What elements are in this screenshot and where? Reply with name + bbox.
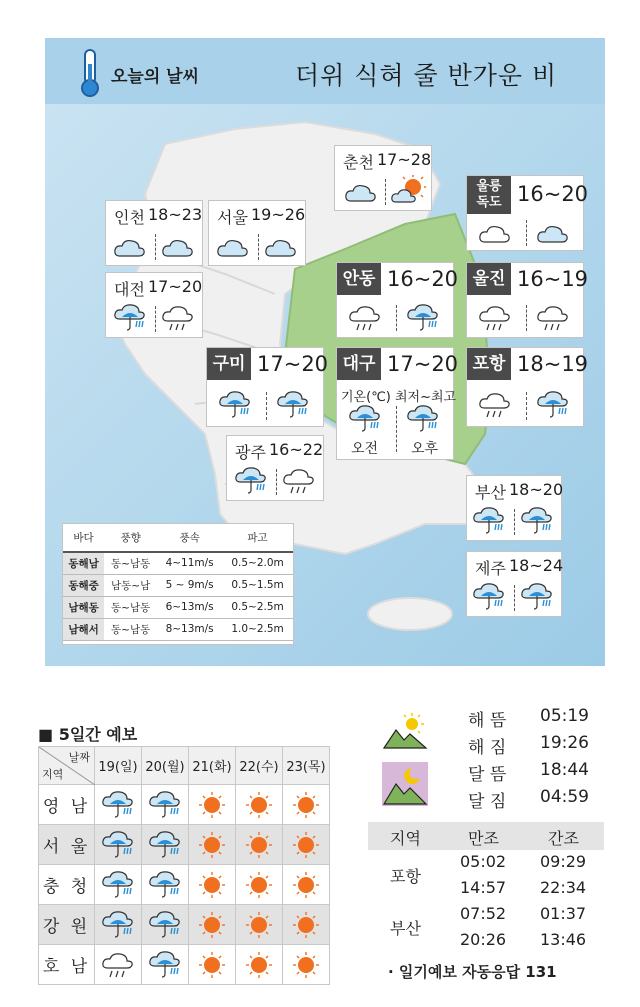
sunset-time: 19:26 — [540, 733, 589, 753]
forecast-cell — [189, 945, 236, 985]
forecast-cell — [142, 945, 189, 985]
cloudy-icon — [215, 232, 251, 262]
city-name: 대전 — [114, 280, 145, 299]
city-name: 울릉 독도 — [467, 176, 511, 214]
rain-icon — [519, 506, 555, 536]
sunrise-label: 해 뜸 — [468, 711, 507, 731]
sunny-icon — [241, 870, 277, 900]
partly-sunny-icon — [391, 175, 427, 205]
city-range: 18~19 — [517, 352, 589, 376]
date-header: 19(일) — [95, 747, 142, 785]
sea-cell: 동해남 — [63, 552, 104, 574]
sea-header: 바다 — [63, 524, 104, 552]
cloud-rain-icon — [100, 950, 136, 980]
tide-high: 07:52 — [460, 904, 507, 923]
jeju-island — [368, 598, 452, 630]
city-card-seoul — [208, 200, 306, 266]
sea-cell: 동해중 — [63, 574, 104, 596]
forecast-cell — [95, 785, 142, 825]
rain-icon — [147, 910, 183, 940]
separator — [276, 469, 277, 495]
forecast-cell — [142, 785, 189, 825]
sunny-icon — [288, 830, 324, 860]
rain-icon — [147, 790, 183, 820]
sunny-icon — [194, 870, 230, 900]
thermometer-icon — [78, 48, 102, 98]
sunny-icon — [241, 830, 277, 860]
cloudy-icon — [160, 232, 196, 262]
cloudy-icon — [263, 232, 299, 262]
city-range: 16~22 — [269, 440, 324, 459]
sunny-icon — [194, 830, 230, 860]
sea-header: 풍향 — [104, 524, 157, 552]
sea-cell: 6~13m/s — [157, 596, 222, 618]
separator — [385, 179, 386, 205]
legend-am-label: 오전 — [351, 441, 379, 457]
sunny-icon — [288, 910, 324, 940]
city-name: 울진 — [467, 263, 511, 295]
cloud-rain-icon — [347, 303, 383, 333]
rain-icon — [147, 870, 183, 900]
forecast-cell — [95, 905, 142, 945]
tide-low: 01:37 — [540, 904, 587, 923]
tide-region: 포항 — [390, 867, 421, 886]
city-card-incheon — [105, 200, 203, 266]
rain-icon — [405, 303, 441, 333]
sunset-label: 해 짐 — [468, 738, 507, 758]
rain-icon — [100, 790, 136, 820]
forecast-cell — [236, 865, 283, 905]
sunny-icon — [194, 790, 230, 820]
sea-header: 파고 — [222, 524, 293, 552]
sunny-icon — [194, 910, 230, 940]
sea-cell: 동~남동 — [104, 596, 157, 618]
five-day-row — [39, 785, 330, 825]
region-name: 영 남 — [39, 785, 95, 825]
cloud-rain-icon — [160, 303, 196, 333]
rain-icon — [535, 390, 571, 420]
forecast-cell — [189, 825, 236, 865]
forecast-cell — [95, 865, 142, 905]
forecast-cell — [236, 905, 283, 945]
city-name: 제주 — [475, 559, 506, 578]
rain-icon — [405, 404, 441, 434]
separator — [155, 234, 156, 260]
tide-header-high: 만조 — [468, 829, 499, 848]
separator — [526, 392, 527, 420]
forecast-cell — [142, 825, 189, 865]
rain-icon — [233, 466, 269, 496]
cloud-rain-icon — [535, 303, 571, 333]
separator — [396, 305, 397, 331]
forecast-cell — [283, 785, 330, 825]
rain-icon — [112, 303, 148, 333]
sea-cell: 동~남동 — [104, 552, 157, 574]
city-name: 광주 — [235, 443, 266, 462]
region-name: 강 원 — [39, 905, 95, 945]
city-name: 대구 — [337, 348, 381, 380]
tide-high: 05:02 — [460, 852, 507, 871]
forecast-phone-footnote: · 일기예보 자동응답 131 — [388, 963, 557, 981]
sunrise-time: 05:19 — [540, 706, 589, 726]
city-card-gumi — [206, 347, 329, 427]
tide-high: 14:57 — [460, 878, 507, 897]
sea-cell: 남동~남 — [104, 574, 157, 596]
sunny-icon — [288, 790, 324, 820]
legend-temp-label: 기온(℃) 최저~최고 — [341, 390, 457, 405]
forecast-cell — [95, 825, 142, 865]
sea-cell: 0.5~2.5m — [222, 596, 293, 618]
sunny-icon — [288, 950, 324, 980]
rain-icon — [347, 404, 383, 434]
sea-header: 풍속 — [157, 524, 222, 552]
sea-row — [63, 574, 293, 596]
five-day-row — [39, 905, 330, 945]
five-day-row — [39, 865, 330, 905]
city-card-gwangju — [226, 435, 324, 501]
city-range: 17~20 — [387, 352, 459, 376]
five-day-row — [39, 945, 330, 985]
rain-icon — [471, 582, 507, 612]
rain-icon — [147, 950, 183, 980]
separator — [526, 305, 527, 331]
sea-conditions-table — [62, 523, 294, 645]
separator — [155, 306, 156, 332]
corner-top-label: 날짜 — [68, 751, 90, 764]
rain-icon — [275, 390, 311, 420]
rain-icon — [519, 582, 555, 612]
forecast-cell — [142, 905, 189, 945]
city-card-chuncheon — [334, 145, 432, 211]
five-day-table — [38, 746, 330, 985]
city-card-pohang — [466, 347, 589, 427]
separator — [514, 509, 515, 535]
tide-low: 13:46 — [540, 930, 587, 949]
city-range: 16~20 — [387, 267, 459, 291]
rain-icon — [471, 506, 507, 536]
city-name: 부산 — [475, 483, 506, 502]
moonrise-label: 달 뜸 — [468, 765, 507, 785]
five-day-title: ■ 5일간 예보 — [38, 725, 138, 744]
corner-bottom-label: 지역 — [42, 768, 64, 781]
cloudy-icon — [535, 218, 571, 248]
forecast-cell — [142, 865, 189, 905]
city-name: 포항 — [467, 348, 511, 380]
forecast-cell — [236, 825, 283, 865]
forecast-cell — [189, 905, 236, 945]
sea-cell: 0.5~2.0m — [222, 552, 293, 574]
sea-cell: 4~11m/s — [157, 552, 222, 574]
sea-header-row — [63, 524, 293, 552]
date-header: 21(화) — [189, 747, 236, 785]
separator — [396, 406, 397, 452]
rain-icon — [100, 830, 136, 860]
forecast-cell — [189, 785, 236, 825]
forecast-cell — [189, 865, 236, 905]
forecast-cell — [236, 785, 283, 825]
sea-cell: 동~남동 — [104, 618, 157, 640]
sun-moon-panel — [380, 706, 600, 816]
city-card-andong — [336, 262, 459, 338]
cloud-rain-icon — [281, 466, 317, 496]
city-card-ulleung — [466, 175, 589, 251]
sunny-icon — [241, 910, 277, 940]
tide-low: 09:29 — [540, 852, 587, 871]
headline: 더위 식혀 줄 반가운 비 — [295, 61, 558, 90]
forecast-cell — [283, 825, 330, 865]
sunny-icon — [241, 950, 277, 980]
sea-row — [63, 618, 293, 640]
tide-header — [368, 822, 604, 850]
sea-row — [63, 596, 293, 618]
moon-mountain-icon — [382, 762, 428, 806]
cloud-rain-icon — [477, 303, 513, 333]
separator — [258, 234, 259, 260]
rain-icon — [147, 830, 183, 860]
map-header — [45, 38, 605, 104]
cloudy-icon — [112, 232, 148, 262]
city-card-daejeon — [105, 272, 203, 338]
city-range: 17~20 — [257, 352, 329, 376]
rain-icon — [100, 910, 136, 940]
sea-cell: 5 ~ 9m/s — [157, 574, 222, 596]
city-name: 안동 — [337, 263, 381, 295]
city-card-uljin — [466, 262, 589, 338]
forecast-cell — [95, 945, 142, 985]
moonset-label: 달 짐 — [468, 792, 507, 812]
sea-cell: 남해동 — [63, 596, 104, 618]
region-name: 호 남 — [39, 945, 95, 985]
city-name: 구미 — [207, 348, 251, 380]
cloud-rain-icon — [477, 390, 513, 420]
moonrise-time: 18:44 — [540, 760, 589, 780]
tide-region: 부산 — [390, 919, 421, 938]
forecast-cell — [283, 905, 330, 945]
city-range: 18~23 — [148, 205, 203, 224]
city-range: 17~20 — [148, 277, 203, 296]
region-name: 서 울 — [39, 825, 95, 865]
city-range: 17~28 — [377, 150, 432, 169]
moonset-time: 04:59 — [540, 787, 589, 807]
region-name: 충 청 — [39, 865, 95, 905]
separator — [266, 392, 267, 420]
city-range: 18~24 — [509, 556, 564, 575]
today-weather-label: 오늘의 날씨 — [111, 67, 200, 87]
sea-cell: 1.0~2.5m — [222, 618, 293, 640]
sunny-icon — [241, 790, 277, 820]
rain-icon — [100, 870, 136, 900]
tide-high: 20:26 — [460, 930, 507, 949]
date-header: 20(월) — [142, 747, 189, 785]
sun-mountain-icon — [382, 712, 428, 750]
separator — [526, 220, 527, 246]
tide-low: 22:34 — [540, 878, 587, 897]
sea-row — [63, 552, 293, 574]
sunny-icon — [288, 870, 324, 900]
separator — [514, 585, 515, 611]
city-card-busan — [466, 475, 562, 541]
city-name: 춘천 — [343, 153, 374, 172]
tide-header-low: 간조 — [548, 829, 579, 848]
forecast-cell — [283, 945, 330, 985]
city-name: 인천 — [114, 208, 145, 227]
corner-cell — [39, 747, 95, 785]
city-card-jeju — [466, 551, 562, 617]
date-header: 23(목) — [283, 747, 330, 785]
cloudy-icon — [477, 218, 513, 248]
tide-header-region: 지역 — [390, 829, 421, 848]
date-header: 22(수) — [236, 747, 283, 785]
city-range: 18~20 — [509, 480, 564, 499]
city-range: 16~20 — [517, 182, 589, 206]
sea-cell: 8~13m/s — [157, 618, 222, 640]
city-name: 서울 — [217, 208, 248, 227]
city-range: 19~26 — [251, 205, 306, 224]
city-range: 16~19 — [517, 267, 589, 291]
five-day-row — [39, 825, 330, 865]
forecast-cell — [283, 865, 330, 905]
cloudy-icon — [343, 177, 379, 207]
sea-cell: 0.5~1.5m — [222, 574, 293, 596]
legend-pm-label: 오후 — [411, 441, 439, 457]
forecast-cell — [236, 945, 283, 985]
sunny-icon — [194, 950, 230, 980]
rain-icon — [217, 390, 253, 420]
sea-cell: 남해서 — [63, 618, 104, 640]
five-day-header-row — [39, 747, 330, 785]
city-card-daegu — [336, 347, 459, 460]
